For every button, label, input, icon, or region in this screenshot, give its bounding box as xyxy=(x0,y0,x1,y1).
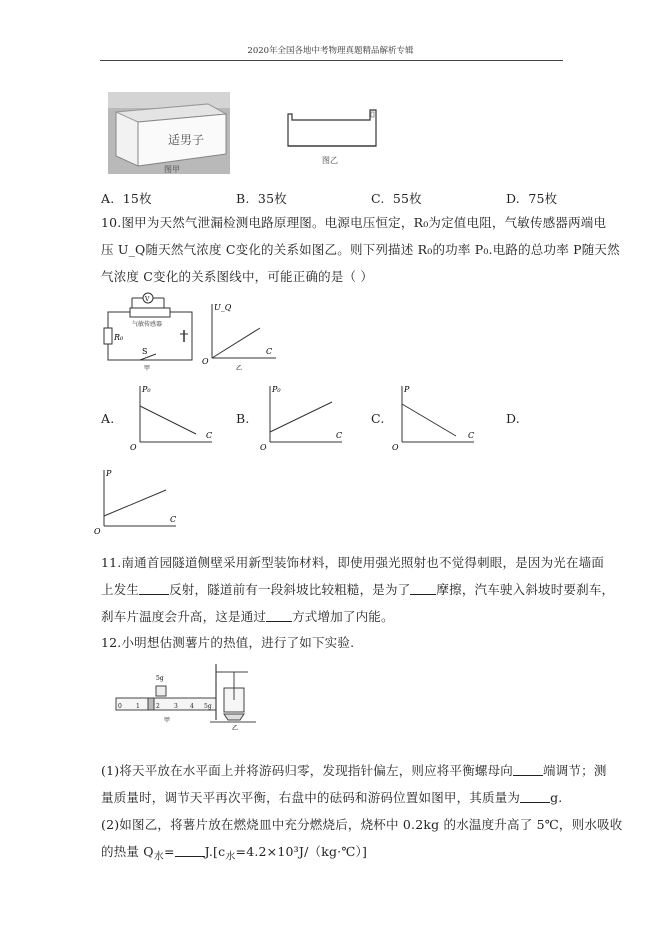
voltmeter-label: V xyxy=(145,296,150,303)
svg-text:O: O xyxy=(94,527,101,536)
option-c-trend-line xyxy=(402,404,456,436)
q12-p1-line-2: 量质量时，调节天平再次平衡，右盘中的砝码和游码位置如图甲，其质量为 g. xyxy=(101,790,563,805)
rider-icon xyxy=(148,698,154,710)
option-value: 35枚 xyxy=(257,191,287,206)
photo-caption: 图甲 xyxy=(164,165,180,174)
option-letter: D. xyxy=(506,191,520,206)
circuit-diagram xyxy=(100,292,204,372)
graph-yi-origin: O xyxy=(202,357,209,366)
svg-text:C: C xyxy=(170,515,177,524)
q11-blank-2[interactable] xyxy=(410,582,436,595)
q12-p1-line-1: (1)将天平放在水平面上并将游码归零，发现指针偏左，则应将平衡螺母向 端调节；测 xyxy=(101,763,607,778)
q9-option-c[interactable] xyxy=(371,186,422,212)
svg-text:C: C xyxy=(206,431,213,440)
weight-icon xyxy=(156,686,166,696)
q10-option-a-letter[interactable]: A. xyxy=(101,411,115,426)
svg-text:P: P xyxy=(106,469,112,478)
q11-line-3: 刹车片温度会升高，这是通过 方式增加了内能。 xyxy=(101,609,394,624)
q11-line-1: 11.南通首园隧道侧壁采用新型装饰材料，即使用强光照射也不觉得刺眼，是因为光在墙面 xyxy=(101,555,605,570)
option-d-trend-line xyxy=(104,490,166,516)
q12-blank-1[interactable] xyxy=(513,763,543,776)
q10-line-3: 气浓度 C变化的关系图线中，可能正确的是（ ） xyxy=(101,269,374,284)
graph-yi-xlabel: C xyxy=(266,347,273,356)
q9-option-a[interactable] xyxy=(101,186,152,212)
weight-label: 5g xyxy=(156,675,164,682)
figure-drawing xyxy=(284,100,380,172)
q10-option-d-letter[interactable]: D. xyxy=(506,411,520,426)
option-value: 75枚 xyxy=(528,191,558,206)
svg-text:3: 3 xyxy=(174,703,178,710)
option-b-trend-line xyxy=(270,402,332,432)
q12-blank-2[interactable] xyxy=(520,790,550,803)
svg-text:C: C xyxy=(468,431,475,440)
option-letter: A. xyxy=(101,191,115,206)
graph-yi-line xyxy=(212,328,260,358)
svg-text:O: O xyxy=(130,443,137,452)
figure-photo xyxy=(108,92,230,174)
q11-line-2: 上发生 反射，隧道前有一段斜坡比较粗糙，是为了 摩擦，汽车驶入斜坡时要刹车， xyxy=(101,582,615,597)
q9-option-d[interactable] xyxy=(506,186,557,212)
sensor-label: 气敏传感器 xyxy=(132,321,163,328)
burner-icon xyxy=(224,714,244,720)
q12-figure xyxy=(112,660,260,732)
svg-text:P: P xyxy=(404,385,410,394)
drawing-caption: 图乙 xyxy=(322,156,338,165)
option-value: 55枚 xyxy=(392,191,422,206)
q10-option-c-graph[interactable] xyxy=(388,382,478,456)
switch-label: S xyxy=(142,347,148,356)
graph-yi-ylabel: U_Q xyxy=(214,303,232,312)
q10-line-1: 10.图甲为天然气泄漏检测电路原理图。电源电压恒定，R₀为定值电阻，气敏传感器两端电 xyxy=(101,215,607,230)
q10-option-a-graph[interactable] xyxy=(126,382,216,456)
circuit-caption: 甲 xyxy=(144,365,151,372)
svg-text:C: C xyxy=(336,431,343,440)
q11-blank-3[interactable] xyxy=(266,609,292,622)
svg-text:P₀: P₀ xyxy=(272,385,281,394)
svg-text:4: 4 xyxy=(190,703,194,710)
graph-yi-caption: 乙 xyxy=(236,365,243,372)
option-a-trend-line xyxy=(140,406,196,434)
caption-b: 乙 xyxy=(232,725,239,732)
q12-p2-line-1: (2)如图乙，将薯片放在燃烧皿中充分燃烧后，烧杯中 0.2kg 的水温度升高了 5℃，则水吸收 xyxy=(101,817,623,832)
resistor-icon xyxy=(104,328,112,344)
q12-intro: 12.小明想估测薯片的热值，进行了如下实验. xyxy=(101,635,355,650)
svg-text:2: 2 xyxy=(156,703,160,710)
q10-line-2: 压 U_Q随天然气浓度 C变化的关系如图乙。则下列描述 R₀的功率 P₀.电路的总功率 P随天然 xyxy=(101,242,620,257)
svg-text:1: 1 xyxy=(136,703,140,710)
q11-blank-1[interactable] xyxy=(139,582,169,595)
q12-blank-3[interactable] xyxy=(175,844,205,857)
q10-option-c-letter[interactable]: C. xyxy=(371,411,385,426)
photo-text: 适男子 xyxy=(168,133,205,147)
option-letter: C. xyxy=(371,191,385,206)
q10-option-b-graph[interactable] xyxy=(256,382,346,456)
svg-text:0: 0 xyxy=(118,703,122,710)
option-value: 15枚 xyxy=(122,191,152,206)
q9-option-b[interactable] xyxy=(236,186,287,212)
resistor-label: R₀ xyxy=(114,333,124,342)
q10-option-b-letter[interactable]: B. xyxy=(236,411,250,426)
graph-yi xyxy=(200,300,280,372)
svg-text:P₀: P₀ xyxy=(142,385,151,394)
q10-option-d-graph[interactable] xyxy=(90,466,180,540)
caption-a: 甲 xyxy=(164,717,171,724)
page-header-title: 2020年全国各地中考物理真题精品解析专辑 xyxy=(247,46,414,56)
option-letter: B. xyxy=(236,191,250,206)
q12-p2-line-2: 的热量 $Q_水=$ $J.[c_水=4.2\times 10^3J/(kg\cdot℃)]$ xyxy=(101,844,368,863)
header-rule xyxy=(100,60,563,61)
svg-text:O: O xyxy=(260,443,267,452)
svg-text:O: O xyxy=(392,443,399,452)
svg-text:5g: 5g xyxy=(204,703,212,710)
